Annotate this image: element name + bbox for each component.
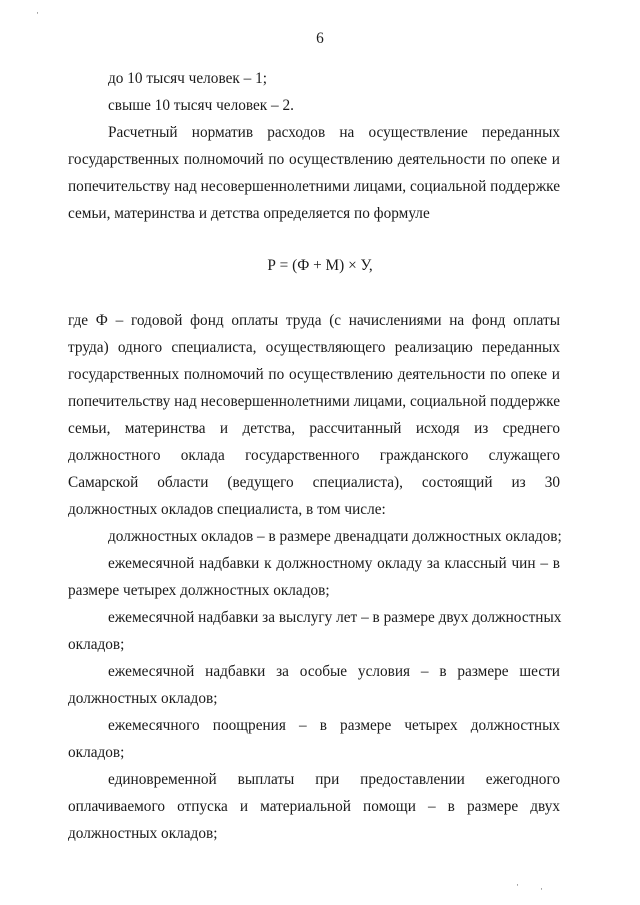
salary-item-special-conditions-cont: должностных окладов;: [68, 690, 218, 707]
salary-item-bonus: ежемесячного поощрения – в размере четырех должностных: [108, 717, 560, 734]
salary-item-vacation-payment-cont: оплачиваемого отпуска и материальной помощи – в размере двух: [68, 798, 560, 815]
formula: Р = (Ф + М) × У,: [267, 257, 373, 274]
paragraph-line: должностных окладов специалиста, в том числе:: [68, 501, 386, 518]
paragraph-line: Самарской области (ведущего специалиста), состоящий из 30: [68, 474, 560, 491]
paragraph-line: Расчетный норматив расходов на осуществление переданных: [108, 124, 560, 141]
salary-item-vacation-payment-end: должностных окладов;: [68, 825, 218, 842]
list-item-up-to-10k: до 10 тысяч человек – 1;: [108, 70, 267, 87]
paragraph-line: государственных полномочий по осуществлению деятельности по опеке и: [68, 366, 560, 383]
paragraph-line: семьи, материнства и детства, рассчитанный исходя из среднего: [68, 420, 560, 437]
salary-item-official-salaries: должностных окладов – в размере двенадцати должностных окладов;: [108, 528, 562, 545]
page-number: 6: [316, 30, 324, 47]
salary-item-bonus-cont: окладов;: [68, 744, 125, 761]
scan-speck: ·: [540, 884, 543, 894]
scan-speck: ·: [516, 880, 519, 890]
paragraph-line: труда) одного специалиста, осуществляющего реализацию переданных: [68, 339, 560, 356]
salary-item-seniority: ежемесячной надбавки за выслугу лет – в размере двух должностных: [108, 609, 562, 626]
paragraph-line: семьи, материнства и детства определяется по формуле: [68, 205, 430, 222]
paragraph-line: государственных полномочий по осуществлению деятельности по опеке и: [68, 151, 560, 168]
salary-item-seniority-cont: окладов;: [68, 636, 125, 653]
list-item-over-10k: свыше 10 тысяч человек – 2.: [108, 97, 294, 114]
scan-speck: ·: [36, 8, 39, 18]
paragraph-line: попечительству над несовершеннолетними лицами, социальной поддержке: [68, 393, 560, 410]
paragraph-line: где Ф – годовой фонд оплаты труда (с начислениями на фонд оплаты: [68, 312, 560, 329]
paragraph-line: должностного оклада государственного гражданского служащего: [68, 447, 560, 464]
salary-item-vacation-payment: единовременной выплаты при предоставлении ежегодного: [108, 771, 560, 788]
salary-item-class-rank-cont: размере четырех должностных окладов;: [68, 582, 330, 599]
paragraph-line: попечительству над несовершеннолетними лицами, социальной поддержке: [68, 178, 560, 195]
salary-item-special-conditions: ежемесячной надбавки за особые условия – в размере шести: [108, 663, 560, 680]
salary-item-class-rank: ежемесячной надбавки к должностному окладу за классный чин – в: [108, 555, 560, 572]
